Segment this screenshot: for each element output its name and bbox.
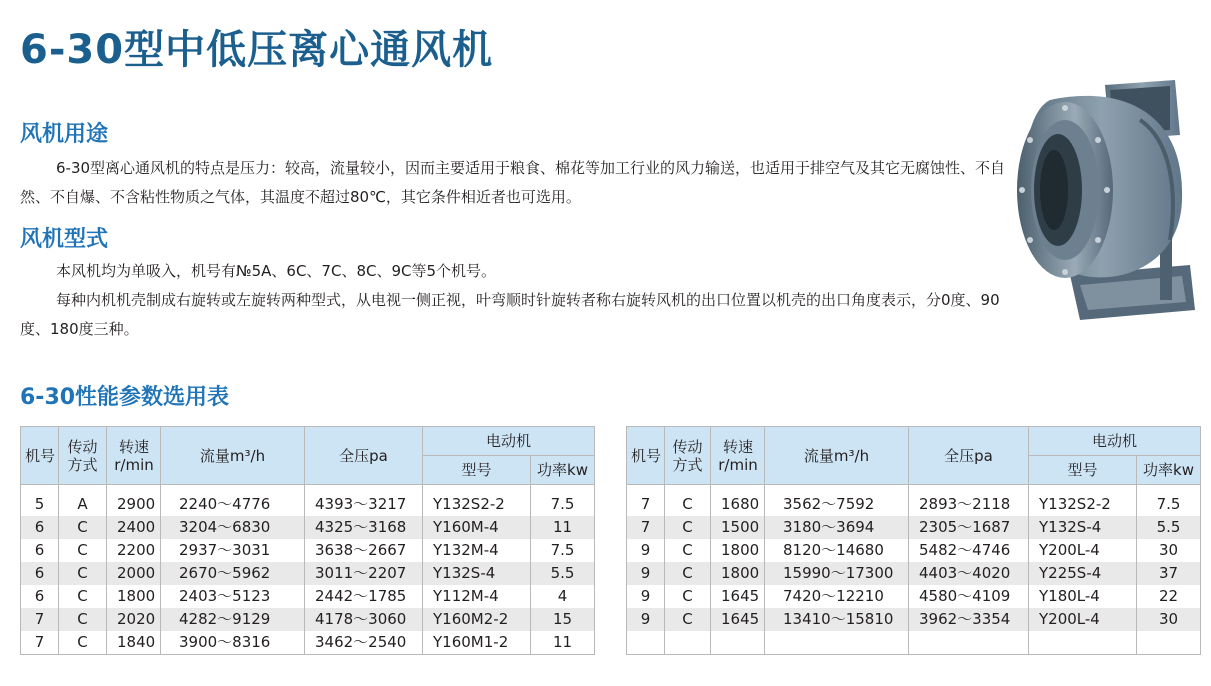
type-heading: 风机型式 — [20, 227, 109, 252]
col-no: 机号 — [21, 427, 59, 485]
cell-pressure: 4178～3060 — [305, 608, 423, 631]
cell-flow: 3180～3694 — [765, 516, 909, 539]
table-row — [627, 539, 1201, 562]
cell-power: 7.5 — [1137, 493, 1201, 516]
cell-power: 7.5 — [531, 539, 595, 562]
cell-no: 6 — [21, 539, 59, 562]
cell-drive — [665, 631, 711, 655]
cell-power: 5.5 — [531, 562, 595, 585]
col-flow: 流量m³/h — [765, 427, 909, 485]
col-motor: 电动机 — [423, 427, 595, 456]
cell-power: 7.5 — [531, 493, 595, 516]
cell-model: Y132S-4 — [423, 562, 531, 585]
cell-drive: C — [665, 585, 711, 608]
table-row — [21, 631, 595, 655]
table-row — [627, 562, 1201, 585]
cell-flow: 2240～4776 — [161, 493, 305, 516]
cell-drive: C — [665, 539, 711, 562]
type-text-1: 本风机均为单吸入，机号有№5A、6C、7C、8C、9C等5个机号。 — [56, 262, 497, 280]
page-title: 6-30型中低压离心通风机 — [20, 27, 494, 73]
cell-speed: 1800 — [711, 562, 765, 585]
cell-pressure — [909, 631, 1029, 655]
col-pressure: 全压pa — [909, 427, 1029, 485]
cell-drive: C — [665, 516, 711, 539]
cell-drive: C — [665, 562, 711, 585]
cell-no: 6 — [21, 585, 59, 608]
cell-flow: 2937～3031 — [161, 539, 305, 562]
cell-no: 5 — [21, 493, 59, 516]
cell-flow: 3562～7592 — [765, 493, 909, 516]
cell-flow: 7420～12210 — [765, 585, 909, 608]
cell-power: 5.5 — [1137, 516, 1201, 539]
cell-speed: 1840 — [107, 631, 161, 655]
cell-power: 30 — [1137, 608, 1201, 631]
cell-pressure: 4393～3217 — [305, 493, 423, 516]
cell-no: 7 — [627, 493, 665, 516]
cell-model: Y112M-4 — [423, 585, 531, 608]
cell-power: 37 — [1137, 562, 1201, 585]
table-row — [627, 516, 1201, 539]
col-drive: 传动方式 — [665, 427, 711, 485]
cell-flow: 13410～15810 — [765, 608, 909, 631]
table-row — [21, 516, 595, 539]
cell-drive: C — [665, 608, 711, 631]
col-drive: 传动方式 — [59, 427, 107, 485]
centrifugal-fan-icon — [1010, 80, 1205, 325]
cell-model: Y160M-4 — [423, 516, 531, 539]
table-row — [21, 562, 595, 585]
table-heading: 6-30性能参数选用表 — [20, 385, 230, 410]
table-row — [21, 539, 595, 562]
cell-model: Y132M-4 — [423, 539, 531, 562]
cell-flow: 8120～14680 — [765, 539, 909, 562]
usage-text: 6-30型离心通风机的特点是压力：较高，流量较小，因而主要适用于粮食、棉花等加工行业的风力输送，也适用于排空气及其它无腐蚀性、不自然、不自爆、不含粘性物质之气体，其温度不超过80℃，其它条件相近者也可选用。 — [20, 159, 1006, 206]
table-row — [627, 608, 1201, 631]
cell-drive: C — [59, 516, 107, 539]
table-row — [21, 585, 595, 608]
cell-pressure: 3462～2540 — [305, 631, 423, 655]
cell-pressure: 2442～1785 — [305, 585, 423, 608]
cell-no: 9 — [627, 562, 665, 585]
cell-flow: 15990～17300 — [765, 562, 909, 585]
cell-model: Y132S2-2 — [1029, 493, 1137, 516]
cell-speed: 1500 — [711, 516, 765, 539]
cell-pressure: 3011～2207 — [305, 562, 423, 585]
cell-flow: 4282～9129 — [161, 608, 305, 631]
cell-flow: 2670～5962 — [161, 562, 305, 585]
cell-pressure: 5482～4746 — [909, 539, 1029, 562]
cell-pressure: 2305～1687 — [909, 516, 1029, 539]
cell-no: 9 — [627, 539, 665, 562]
cell-power: 4 — [531, 585, 595, 608]
type-text-2: 每种内机机壳制成右旋转或左旋转两种型式，从电视一侧正视，叶弯顺时针旋转者称右旋转风机的出口位置以机壳的出口角度表示，分0度、90度、180度三种。 — [20, 291, 1000, 338]
cell-drive: A — [59, 493, 107, 516]
cell-speed: 2000 — [107, 562, 161, 585]
col-pressure: 全压pa — [305, 427, 423, 485]
cell-pressure: 3638～2667 — [305, 539, 423, 562]
cell-speed: 1645 — [711, 585, 765, 608]
table-row — [21, 493, 595, 516]
cell-speed: 2900 — [107, 493, 161, 516]
table-row — [21, 608, 595, 631]
cell-speed — [711, 631, 765, 655]
cell-pressure: 4580～4109 — [909, 585, 1029, 608]
cell-model: Y160M1-2 — [423, 631, 531, 655]
cell-no: 9 — [627, 585, 665, 608]
col-no: 机号 — [627, 427, 665, 485]
cell-drive: C — [59, 585, 107, 608]
cell-model: Y132S2-2 — [423, 493, 531, 516]
cell-power: 30 — [1137, 539, 1201, 562]
cell-drive: C — [59, 631, 107, 655]
cell-power — [1137, 631, 1201, 655]
cell-power: 11 — [531, 516, 595, 539]
cell-model: Y225S-4 — [1029, 562, 1137, 585]
col-motor: 电动机 — [1029, 427, 1201, 456]
cell-pressure: 4403～4020 — [909, 562, 1029, 585]
cell-power: 11 — [531, 631, 595, 655]
cell-speed: 2200 — [107, 539, 161, 562]
cell-power: 22 — [1137, 585, 1201, 608]
cell-model — [1029, 631, 1137, 655]
table-row — [627, 585, 1201, 608]
cell-no: 6 — [21, 562, 59, 585]
table-spacer — [21, 485, 595, 494]
cell-model: Y132S-4 — [1029, 516, 1137, 539]
cell-speed: 2400 — [107, 516, 161, 539]
cell-drive: C — [665, 493, 711, 516]
cell-flow: 2403～5123 — [161, 585, 305, 608]
col-power: 功率kw — [1137, 456, 1201, 485]
cell-flow: 3204～6830 — [161, 516, 305, 539]
usage-heading: 风机用途 — [20, 122, 109, 147]
performance-table-left — [20, 426, 595, 655]
col-speed: 转速r/min — [107, 427, 161, 485]
cell-model: Y200L-4 — [1029, 539, 1137, 562]
cell-speed: 1680 — [711, 493, 765, 516]
cell-speed: 1645 — [711, 608, 765, 631]
cell-model: Y160M2-2 — [423, 608, 531, 631]
cell-power: 15 — [531, 608, 595, 631]
cell-no: 7 — [21, 608, 59, 631]
cell-speed: 2020 — [107, 608, 161, 631]
cell-no — [627, 631, 665, 655]
table-row — [627, 631, 1201, 655]
cell-speed: 1800 — [711, 539, 765, 562]
cell-flow: 3900～8316 — [161, 631, 305, 655]
cell-drive: C — [59, 562, 107, 585]
cell-model: Y180L-4 — [1029, 585, 1137, 608]
performance-table-right — [626, 426, 1201, 655]
cell-no: 6 — [21, 516, 59, 539]
col-flow: 流量m³/h — [161, 427, 305, 485]
cell-drive: C — [59, 608, 107, 631]
col-model: 型号 — [1029, 456, 1137, 485]
cell-no: 7 — [21, 631, 59, 655]
cell-drive: C — [59, 539, 107, 562]
col-speed: 转速r/min — [711, 427, 765, 485]
cell-pressure: 2893～2118 — [909, 493, 1029, 516]
col-power: 功率kw — [531, 456, 595, 485]
table-spacer — [627, 485, 1201, 494]
cell-model: Y200L-4 — [1029, 608, 1137, 631]
cell-pressure: 3962～3354 — [909, 608, 1029, 631]
col-model: 型号 — [423, 456, 531, 485]
cell-speed: 1800 — [107, 585, 161, 608]
table-row — [627, 493, 1201, 516]
cell-pressure: 4325～3168 — [305, 516, 423, 539]
cell-no: 7 — [627, 516, 665, 539]
cell-no: 9 — [627, 608, 665, 631]
cell-flow — [765, 631, 909, 655]
